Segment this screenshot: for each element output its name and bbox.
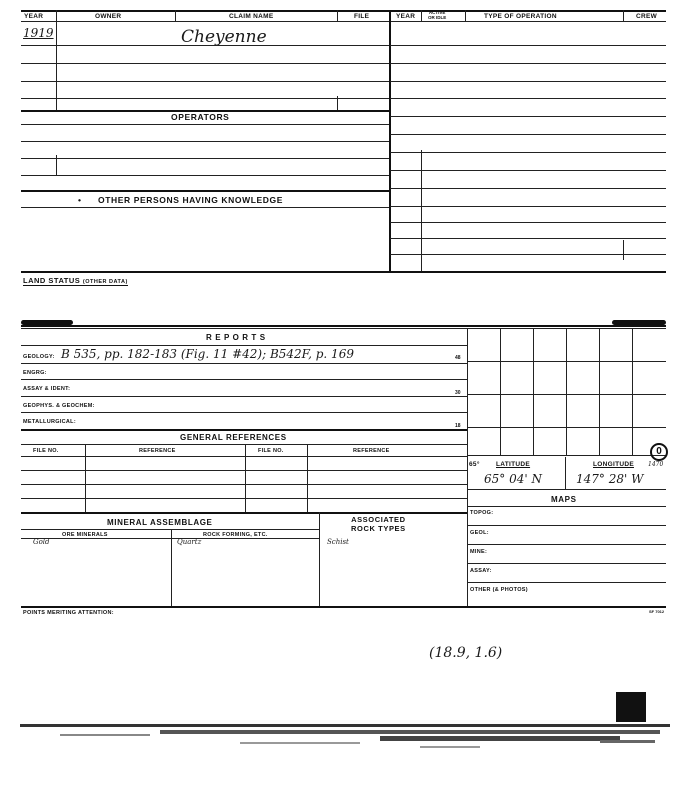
references-row-rule <box>21 470 467 471</box>
claim-year: 1919 <box>23 26 54 40</box>
right-row-rule <box>390 98 666 99</box>
references-row-rule <box>21 498 467 499</box>
other-persons-underline <box>21 207 389 208</box>
mineral-divider <box>171 529 172 606</box>
right-row-rule <box>390 238 666 239</box>
reports-row-rule <box>21 379 467 380</box>
references-row-rule <box>21 484 467 485</box>
header-divider <box>465 10 466 21</box>
lat-long-divider <box>565 457 566 489</box>
col-year-header: YEAR <box>24 13 44 20</box>
coordinates-note: (18.9, 1.6) <box>429 645 503 661</box>
right-row-rule <box>390 188 666 189</box>
row-rule <box>21 63 389 64</box>
header-divider <box>421 10 422 21</box>
right-row-rule <box>390 134 666 135</box>
map-grid-line <box>467 427 666 428</box>
map-grid-line <box>566 328 567 455</box>
reports-bottom-rule <box>21 606 666 608</box>
references-divider <box>85 444 86 512</box>
latitude-prefix: 65° <box>469 461 480 468</box>
col-active-idle-header: ACTIVE OR IDLE <box>428 10 447 20</box>
row-rule <box>21 81 389 82</box>
general-references-rule <box>21 444 467 445</box>
header-divider <box>623 10 624 21</box>
scale-48: 48 <box>455 355 461 361</box>
references-divider <box>245 444 246 512</box>
ore-mineral-value: Gold <box>33 538 50 546</box>
top-table-bottom-border <box>21 271 666 273</box>
main-vertical-divider <box>389 10 391 272</box>
map-grid-border <box>467 328 468 606</box>
maps-row-rule <box>467 544 666 545</box>
header-divider <box>56 10 57 21</box>
points-meriting-attention: POINTS MERITING ATTENTION: <box>23 610 114 616</box>
references-row-rule <box>21 456 467 457</box>
col-file-header: FILE <box>354 13 370 20</box>
maps-top-rule <box>467 489 666 490</box>
col-type-operation-header: TYPE OF OPERATION <box>484 13 557 20</box>
maps-other-label: OTHER (& PHOTOS) <box>470 587 528 593</box>
crew-column-line <box>623 240 624 260</box>
longitude-suffix: 1470 <box>648 461 664 468</box>
map-grid-line <box>599 328 600 455</box>
right-year-column-line <box>421 150 422 271</box>
mineral-top-rule <box>21 512 467 514</box>
maps-row-rule <box>467 563 666 564</box>
rock-forming-header: ROCK FORMING, ETC. <box>203 532 268 538</box>
right-row-rule <box>390 63 666 64</box>
form-code: SF 7012 <box>649 609 665 614</box>
associated-divider <box>319 512 320 606</box>
mineral-header-rule <box>21 529 319 530</box>
maps-header-rule <box>467 506 666 507</box>
col-year2-header: YEAR <box>396 13 416 20</box>
map-grid-bottom <box>467 455 666 456</box>
map-grid-line <box>467 361 666 362</box>
latitude-label: LATITUDE <box>496 461 531 468</box>
other-persons-bullet: • <box>78 195 82 205</box>
maps-assay-label: ASSAY: <box>470 568 492 574</box>
associated-rock-types-heading: ASSOCIATED ROCK TYPES <box>351 515 406 533</box>
metallurgical-label: METALLURGICAL: <box>23 419 76 425</box>
operators-tick <box>56 155 57 175</box>
reports-top-border-inner <box>21 328 666 329</box>
maps-row-rule <box>467 525 666 526</box>
header-divider <box>337 10 338 21</box>
maps-row-rule <box>467 582 666 583</box>
scale-18: 18 <box>455 423 461 429</box>
file-no-header-2: FILE NO. <box>258 448 284 454</box>
right-row-rule <box>390 170 666 171</box>
right-row-rule <box>390 45 666 46</box>
right-row-rule <box>390 116 666 117</box>
operators-heading: OPERATORS <box>171 112 230 122</box>
assay-ident-label: ASSAY & IDENT: <box>23 386 71 392</box>
reference-header-1: REFERENCE <box>139 448 176 454</box>
col-claim-name-header: CLAIM NAME <box>229 13 274 20</box>
mineral-subheader-rule <box>21 538 319 539</box>
reports-top-border <box>21 325 666 327</box>
right-row-rule <box>390 222 666 223</box>
row-rule <box>21 98 389 99</box>
mineral-assemblage-heading: MINERAL ASSEMBLAGE <box>107 518 213 527</box>
other-persons-heading: OTHER PERSONS HAVING KNOWLEDGE <box>98 195 284 205</box>
maps-topog-label: TOPOG: <box>470 510 494 516</box>
geology-reference: B 535, pp. 182-183 (Fig. 11 #42); B542F, p. 169 <box>61 347 354 361</box>
engrg-label: ENGRG: <box>23 370 47 376</box>
reports-row-rule <box>21 363 467 364</box>
operators-row-rule <box>21 158 389 159</box>
circled-number: 0 <box>650 443 668 461</box>
maps-mine-label: MINE: <box>470 549 488 555</box>
reports-header-rule <box>21 345 467 346</box>
right-row-rule <box>390 254 666 255</box>
general-references-top-rule <box>21 429 467 431</box>
general-references-heading: GENERAL REFERENCES <box>180 433 287 442</box>
file-column-line <box>337 96 338 110</box>
other-persons-rule <box>21 190 389 192</box>
operators-underline <box>21 124 389 125</box>
ore-minerals-header: ORE MINERALS <box>62 532 108 538</box>
scan-noise-band <box>0 712 678 762</box>
scale-30: 30 <box>455 390 461 396</box>
latitude-value: 65° 04' N <box>484 472 542 486</box>
operators-row-rule <box>21 175 389 176</box>
col-crew-header: CREW <box>636 13 658 20</box>
reports-row-rule <box>21 412 467 413</box>
maps-geol-label: GEOL: <box>470 530 489 536</box>
right-row-rule <box>390 152 666 153</box>
maps-heading: MAPS <box>551 495 577 504</box>
claim-name: Cheyenne <box>181 27 267 47</box>
reference-header-2: REFERENCE <box>353 448 390 454</box>
associated-rock-value: Schist <box>327 538 349 546</box>
right-row-rule <box>390 206 666 207</box>
geophys-geochem-label: GEOPHYS. & GEOCHEM: <box>23 403 95 409</box>
reports-row-rule <box>21 396 467 397</box>
map-grid-line <box>632 328 633 455</box>
land-status-heading: LAND STATUS (OTHER DATA) <box>23 276 128 285</box>
operators-row-rule <box>21 141 389 142</box>
geology-label: GEOLOGY: <box>23 354 55 360</box>
row-rule <box>21 45 389 46</box>
header-rule <box>21 21 666 22</box>
col-owner-header: OWNER <box>95 13 122 20</box>
header-divider <box>175 10 176 21</box>
references-divider <box>307 444 308 512</box>
rock-forming-value: Quartz <box>177 538 202 546</box>
year-column-line <box>56 21 57 110</box>
map-grid-line <box>533 328 534 455</box>
top-border <box>21 10 666 12</box>
right-row-rule <box>390 81 666 82</box>
reports-heading: R E P O R T S <box>206 333 266 342</box>
map-grid-line <box>467 394 666 395</box>
file-no-header-1: FILE NO. <box>33 448 59 454</box>
map-grid-line <box>500 328 501 455</box>
longitude-value: 147° 28' W <box>576 472 644 486</box>
longitude-label: LONGITUDE <box>593 461 634 468</box>
